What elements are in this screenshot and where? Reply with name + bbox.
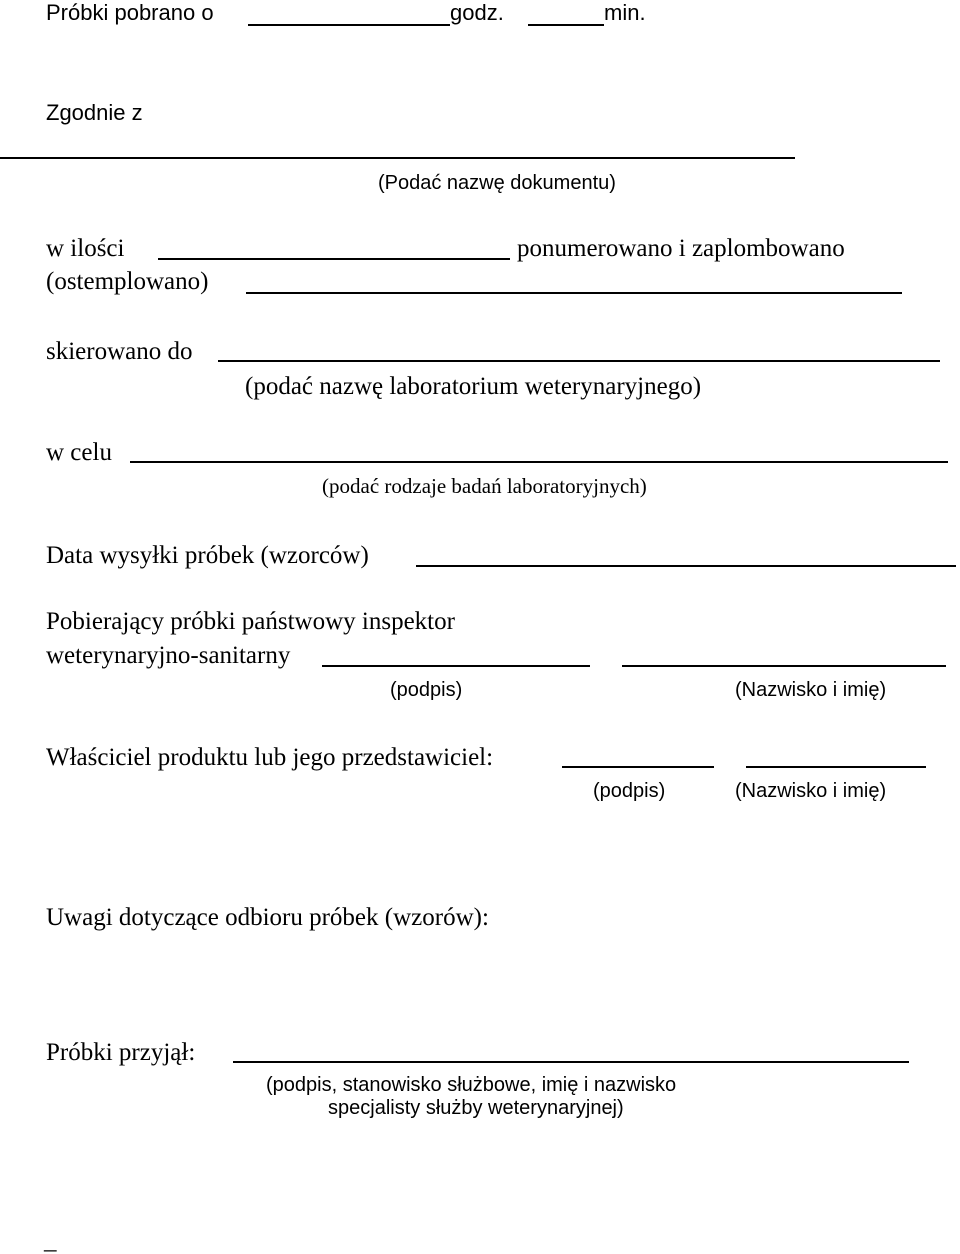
sampled-at-label: Próbki pobrano o bbox=[46, 0, 214, 25]
inspector-name-field[interactable] bbox=[622, 665, 946, 667]
receiver-hint-2: specjalisty służby weterynaryjnej) bbox=[328, 1097, 624, 1119]
shipping-date-field[interactable] bbox=[416, 565, 956, 567]
stamped-label: (ostemplowano) bbox=[46, 268, 209, 295]
document-name-hint: (Podać nazwę dokumentu) bbox=[378, 172, 616, 194]
inspector-label: Pobierający próbki państwowy inspektor bbox=[46, 608, 455, 635]
quantity-label: w ilości bbox=[46, 235, 125, 262]
hour-label: godz. bbox=[450, 0, 504, 25]
sample-hour-field[interactable] bbox=[248, 24, 450, 26]
laboratory-hint: (podać nazwę laboratorium weterynaryjnego) bbox=[245, 373, 702, 400]
stamp-field[interactable] bbox=[246, 292, 902, 294]
receiver-field[interactable] bbox=[233, 1061, 909, 1063]
owner-label: Właściciel produktu lub jego przedstawiciel: bbox=[46, 744, 494, 771]
remarks-label: Uwagi dotyczące odbioru próbek (wzorów): bbox=[46, 904, 489, 931]
owner-name-hint: (Nazwisko i imię) bbox=[735, 780, 887, 802]
inspector-signature-field[interactable] bbox=[322, 665, 590, 667]
laboratory-field[interactable] bbox=[218, 360, 940, 362]
sample-minute-field[interactable] bbox=[528, 24, 604, 26]
owner-name-field[interactable] bbox=[746, 766, 926, 768]
document-name-field[interactable] bbox=[0, 157, 795, 159]
purpose-field[interactable] bbox=[130, 461, 948, 463]
document-label: Zgodnie z bbox=[46, 100, 143, 125]
minute-label: min. bbox=[604, 0, 646, 25]
receiver-label: Próbki przyjął: bbox=[46, 1039, 196, 1066]
footer-underscore: _ bbox=[44, 1227, 57, 1254]
shipping-date-label: Data wysyłki próbek (wzorców) bbox=[46, 542, 369, 569]
purpose-label: w celu bbox=[46, 439, 112, 466]
directed-to-label: skierowano do bbox=[46, 338, 193, 365]
owner-signature-hint: (podpis) bbox=[593, 780, 666, 802]
inspector-signature-hint: (podpis) bbox=[390, 679, 463, 701]
inspector-name-hint: (Nazwisko i imię) bbox=[735, 679, 887, 701]
receiver-hint-1: (podpis, stanowisko służbowe, imię i nazwisko bbox=[266, 1074, 677, 1096]
numbered-sealed-label: ponumerowano i zaplombowano bbox=[517, 235, 845, 262]
inspector-title-label: weterynaryjno-sanitarny bbox=[46, 642, 291, 669]
purpose-hint: (podać rodzaje badań laboratoryjnych) bbox=[322, 474, 647, 498]
quantity-field[interactable] bbox=[158, 258, 510, 260]
owner-signature-field[interactable] bbox=[562, 766, 714, 768]
